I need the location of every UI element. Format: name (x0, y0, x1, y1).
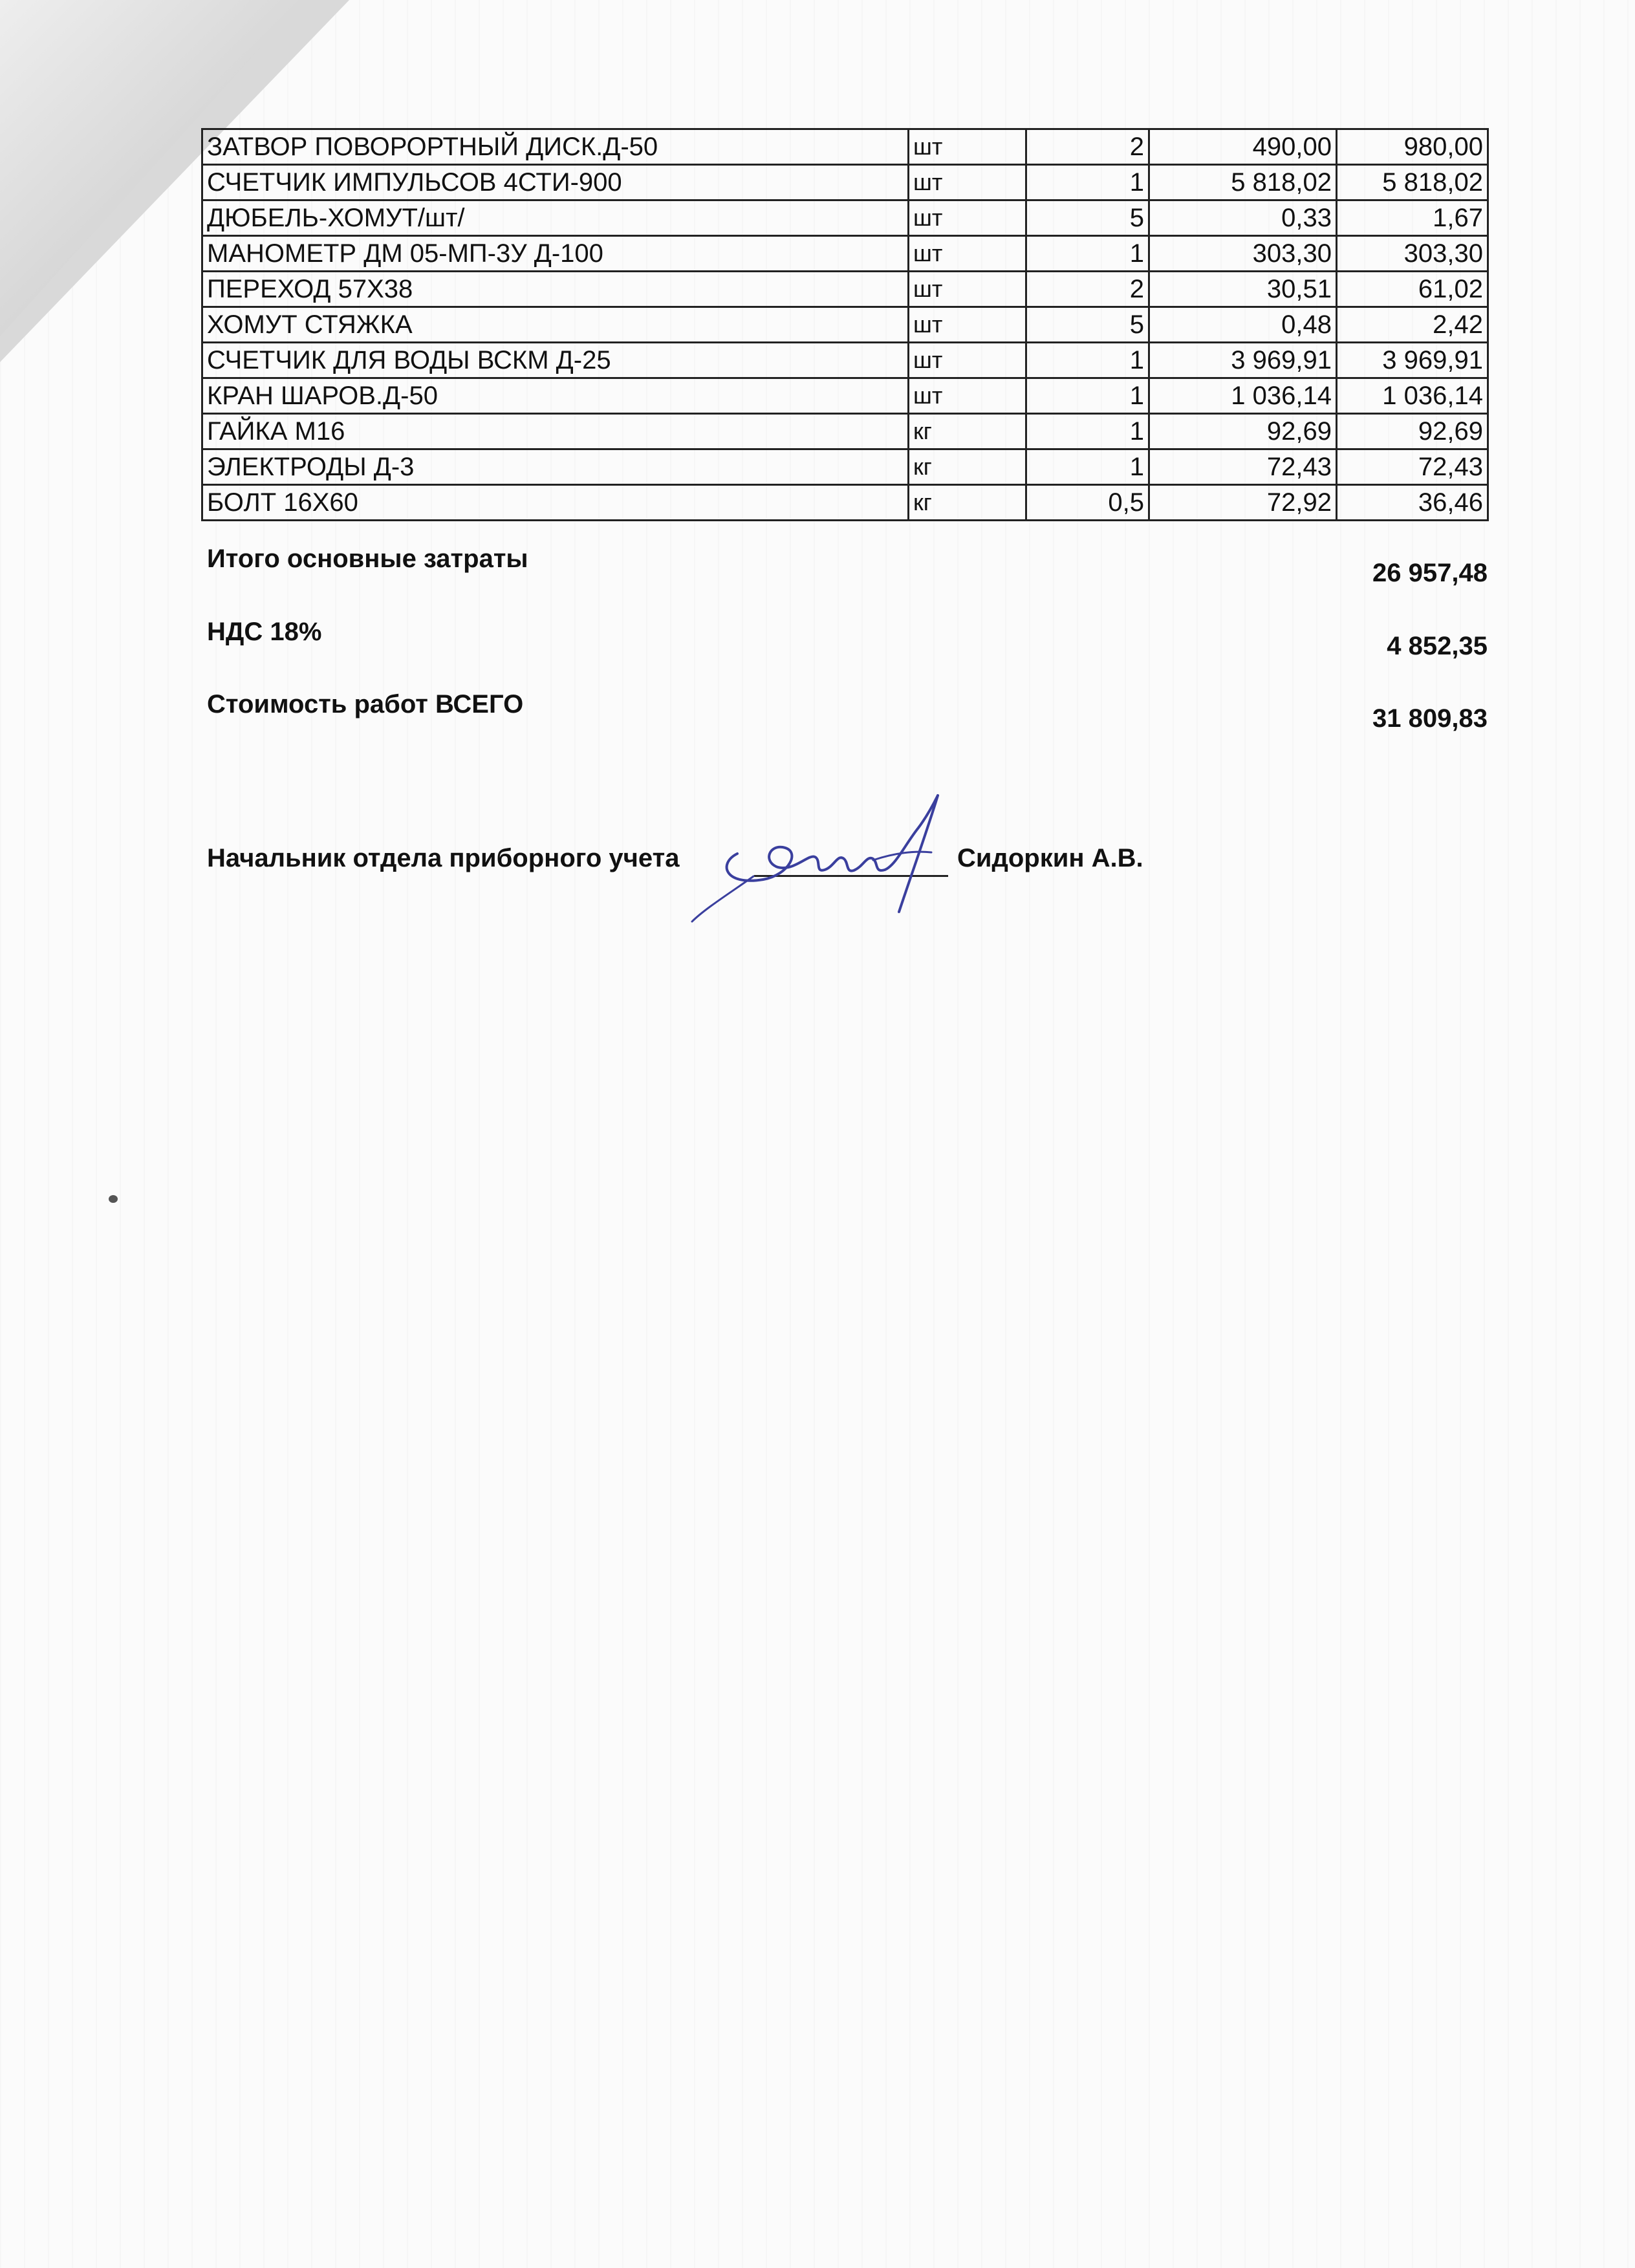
cell-total: 1,67 (1337, 200, 1488, 236)
cell-total: 5 818,02 (1337, 165, 1488, 200)
cell-price: 72,92 (1149, 485, 1337, 521)
cell-name: ЗАТВОР ПОВОРОРТНЫЙ ДИСК.Д-50 (202, 129, 909, 165)
cell-price: 3 969,91 (1149, 343, 1337, 378)
summary-total-value: 31 809,83 (1372, 704, 1488, 733)
table-row (202, 378, 1488, 414)
summary-base-label: Итого основные затраты (207, 545, 528, 573)
table-row (202, 307, 1488, 343)
table-row (202, 200, 1488, 236)
cell-unit: кг (909, 414, 1026, 449)
table-row (202, 165, 1488, 200)
handwritten-signature (679, 783, 990, 931)
cell-unit: шт (909, 236, 1026, 272)
table-row (202, 343, 1488, 378)
cell-name: СЧЕТЧИК ДЛЯ ВОДЫ ВСКМ Д-25 (202, 343, 909, 378)
table-row (202, 449, 1488, 485)
cell-total: 72,43 (1337, 449, 1488, 485)
cell-total: 61,02 (1337, 272, 1488, 307)
cell-qty: 1 (1026, 378, 1149, 414)
cell-price: 490,00 (1149, 129, 1337, 165)
materials-table (201, 128, 1489, 521)
table-row (202, 129, 1488, 165)
summary-total-label: Стоимость работ ВСЕГО (207, 690, 524, 718)
table-row (202, 272, 1488, 307)
cell-qty: 1 (1026, 414, 1149, 449)
scan-speck (109, 1195, 118, 1203)
cell-price: 1 036,14 (1149, 378, 1337, 414)
cell-total: 36,46 (1337, 485, 1488, 521)
signatory-title: Начальник отдела приборного учета (207, 844, 680, 872)
cell-total: 980,00 (1337, 129, 1488, 165)
cell-qty: 0,5 (1026, 485, 1149, 521)
cell-total: 92,69 (1337, 414, 1488, 449)
cell-total: 2,42 (1337, 307, 1488, 343)
cell-name: ХОМУТ СТЯЖКА (202, 307, 909, 343)
cell-name: СЧЕТЧИК ИМПУЛЬСОВ 4СТИ-900 (202, 165, 909, 200)
cell-qty: 1 (1026, 343, 1149, 378)
cell-unit: шт (909, 343, 1026, 378)
cell-qty: 5 (1026, 200, 1149, 236)
cell-unit: кг (909, 485, 1026, 521)
cell-unit: шт (909, 200, 1026, 236)
cell-total: 1 036,14 (1337, 378, 1488, 414)
materials-table-body (202, 129, 1488, 521)
cell-unit: шт (909, 272, 1026, 307)
cell-name: ДЮБЕЛЬ-ХОМУТ/шт/ (202, 200, 909, 236)
cell-qty: 2 (1026, 272, 1149, 307)
signatory-name: Сидоркин А.В. (957, 844, 1143, 872)
cell-price: 30,51 (1149, 272, 1337, 307)
cell-total: 3 969,91 (1337, 343, 1488, 378)
table-row (202, 236, 1488, 272)
cell-price: 92,69 (1149, 414, 1337, 449)
table-row (202, 414, 1488, 449)
cell-price: 72,43 (1149, 449, 1337, 485)
cell-total: 303,30 (1337, 236, 1488, 272)
summary-base-value: 26 957,48 (1372, 559, 1488, 587)
cell-qty: 2 (1026, 129, 1149, 165)
cell-name: ПЕРЕХОД 57Х38 (202, 272, 909, 307)
cell-qty: 1 (1026, 165, 1149, 200)
summary-vat-label: НДС 18% (207, 618, 322, 646)
cell-qty: 1 (1026, 449, 1149, 485)
cell-name: ЭЛЕКТРОДЫ Д-3 (202, 449, 909, 485)
cell-name: БОЛТ 16Х60 (202, 485, 909, 521)
cell-name: МАНОМЕТР ДМ 05-МП-3У Д-100 (202, 236, 909, 272)
cell-qty: 1 (1026, 236, 1149, 272)
cell-price: 0,33 (1149, 200, 1337, 236)
cell-qty: 5 (1026, 307, 1149, 343)
cell-unit: шт (909, 378, 1026, 414)
cell-unit: шт (909, 129, 1026, 165)
cell-name: ГАЙКА М16 (202, 414, 909, 449)
cell-unit: кг (909, 449, 1026, 485)
cell-price: 5 818,02 (1149, 165, 1337, 200)
cell-price: 0,48 (1149, 307, 1337, 343)
cell-unit: шт (909, 165, 1026, 200)
table-row (202, 485, 1488, 521)
cell-price: 303,30 (1149, 236, 1337, 272)
cell-unit: шт (909, 307, 1026, 343)
cell-name: КРАН ШАРОВ.Д-50 (202, 378, 909, 414)
summary-vat-value: 4 852,35 (1387, 632, 1488, 660)
